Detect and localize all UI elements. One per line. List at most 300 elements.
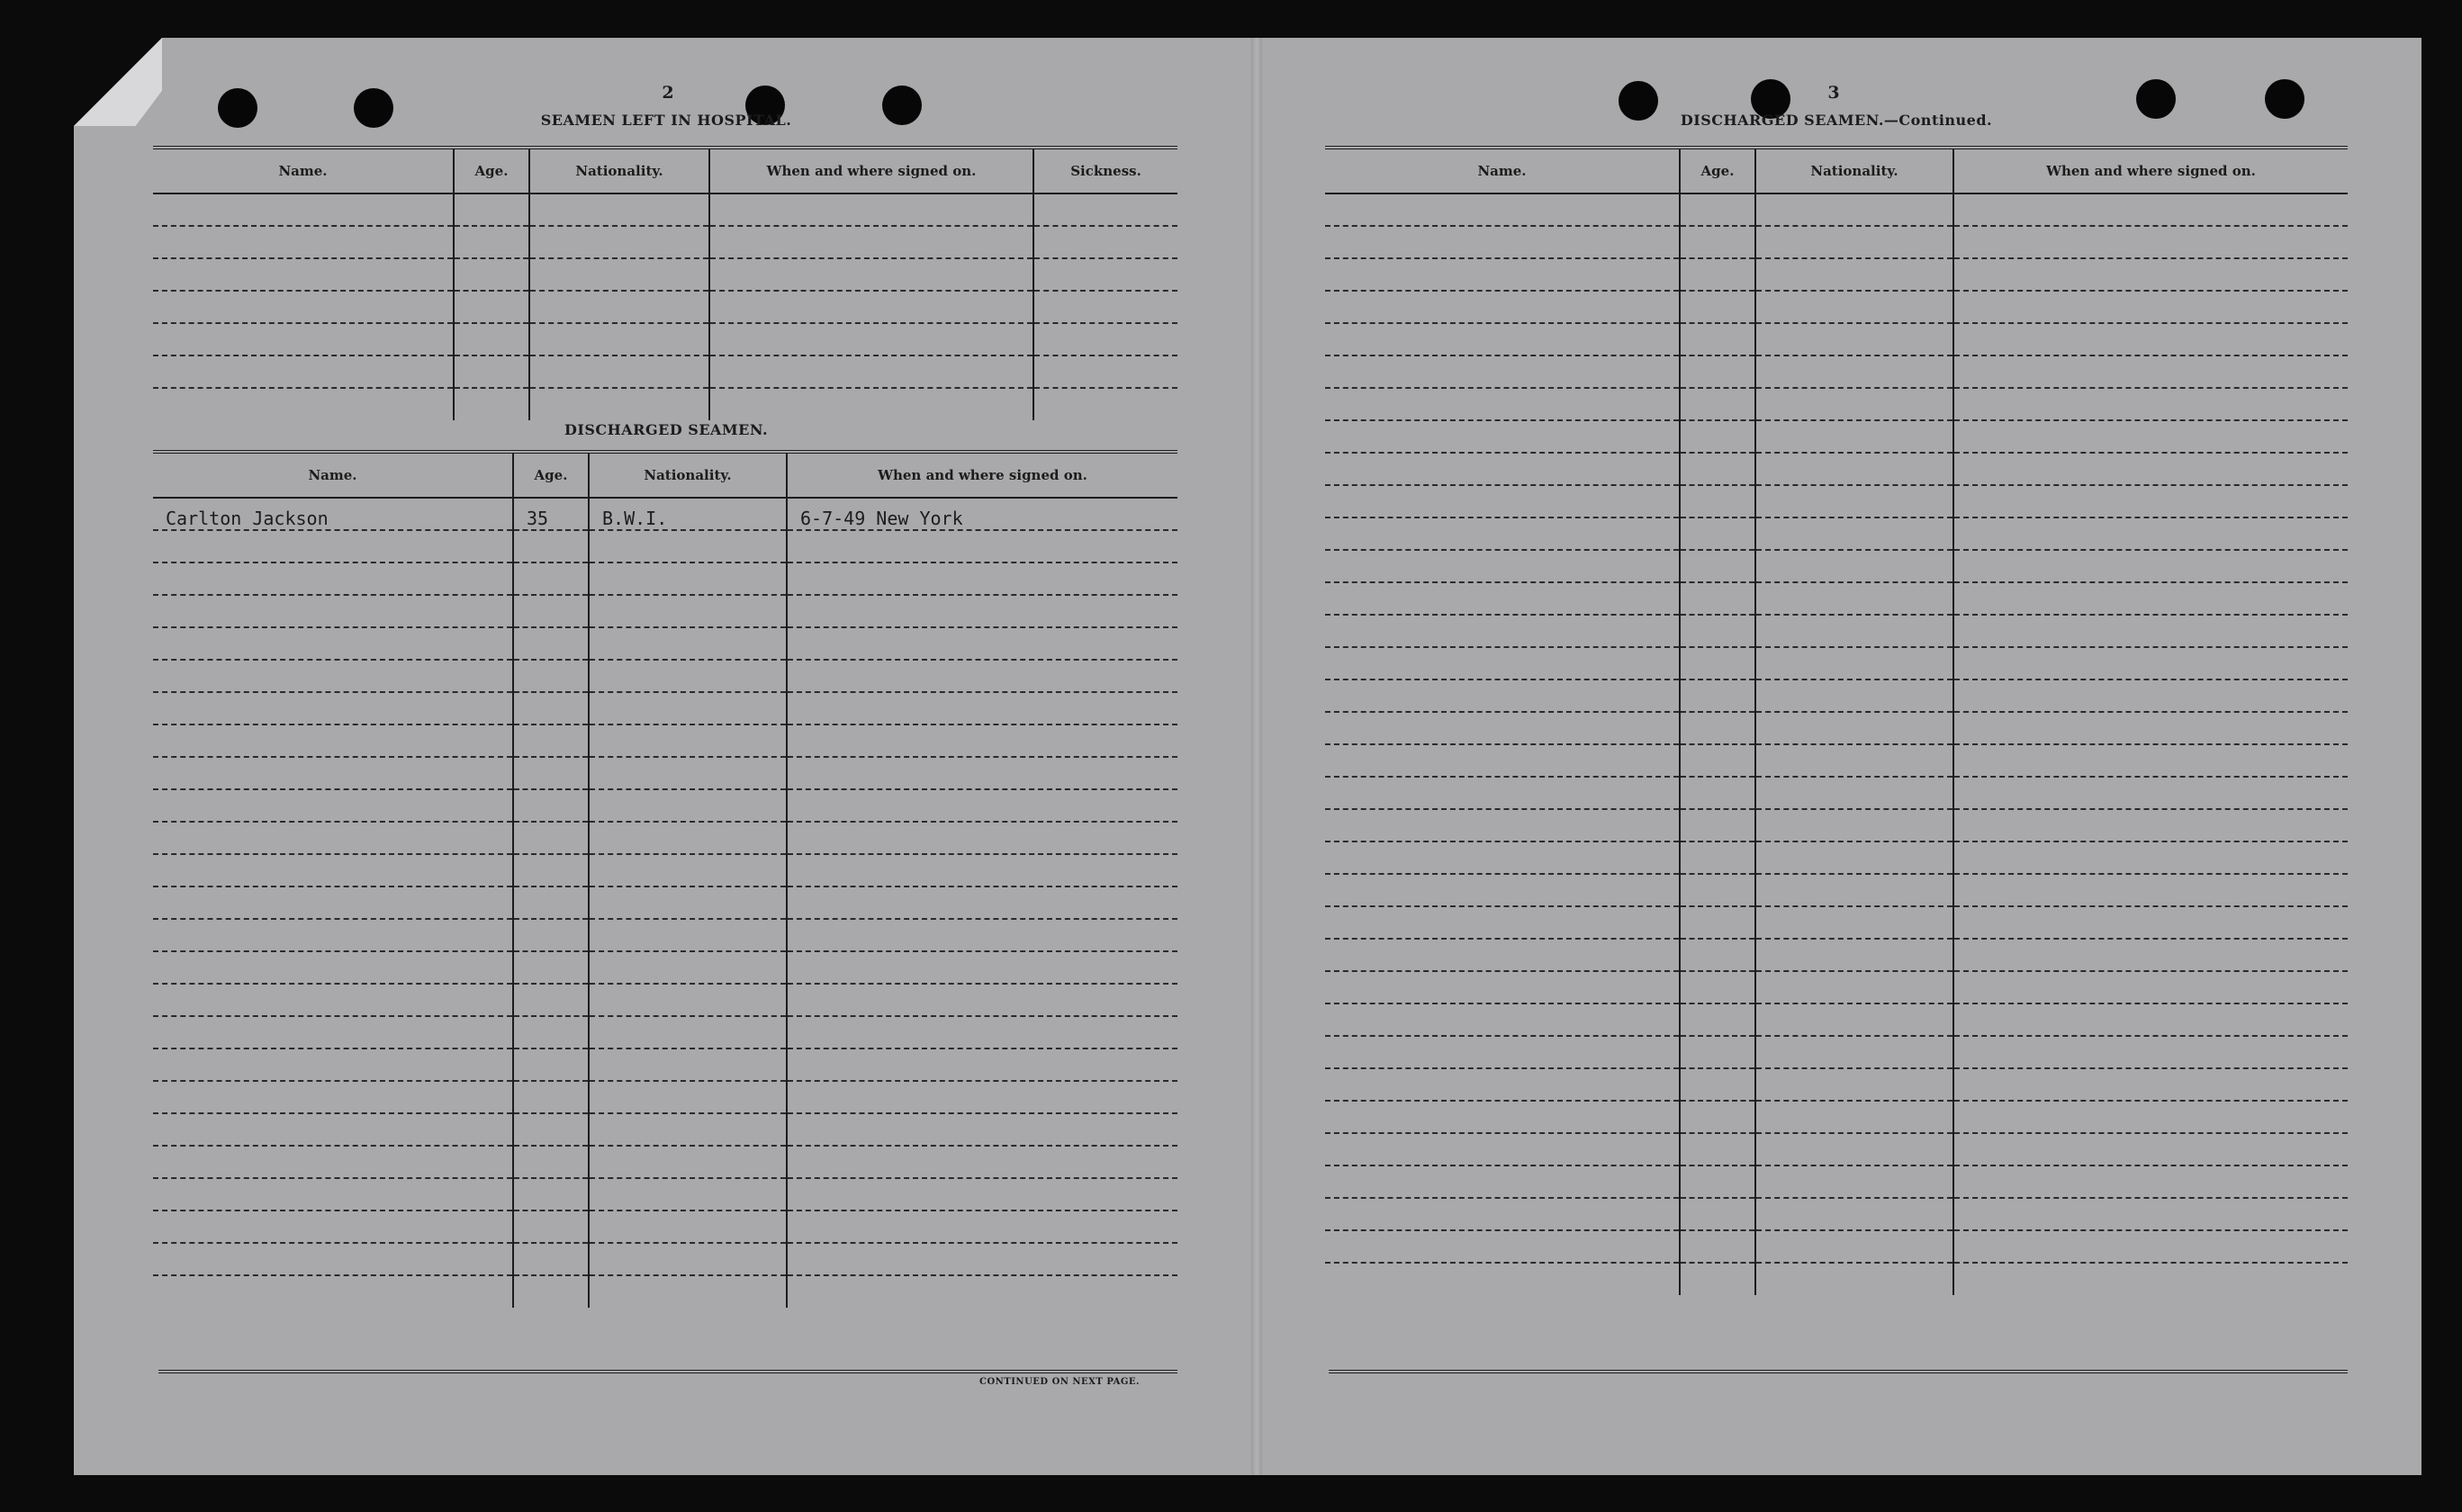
table-cell (787, 1113, 1177, 1146)
table-row (153, 498, 1177, 530)
table-cell (589, 724, 787, 757)
table-cell (1755, 582, 1953, 615)
table-cell (589, 757, 787, 789)
table-cell (1680, 194, 1755, 226)
table-cell (1680, 615, 1755, 647)
table-cell (1953, 712, 2348, 744)
table-cell (787, 1081, 1177, 1113)
table-cell (529, 194, 709, 226)
table-cell (513, 1146, 589, 1178)
table-cell (1680, 906, 1755, 939)
table-cell (589, 1146, 787, 1178)
table-cell (1680, 1036, 1755, 1068)
table-cell (1325, 1263, 1680, 1295)
table-cell (589, 1081, 787, 1113)
table-row (1325, 744, 2348, 777)
table-cell (1033, 388, 1177, 420)
table-cell (153, 1146, 513, 1178)
table-cell (1325, 1166, 1680, 1198)
punch-hole (2136, 79, 2176, 119)
table-cell (787, 951, 1177, 984)
table-cell (1680, 680, 1755, 712)
table-cell (454, 258, 529, 291)
table-row (1325, 582, 2348, 615)
table-cell (1755, 680, 1953, 712)
table-cell (1325, 1036, 1680, 1068)
table-cell (1325, 1133, 1680, 1166)
table-row (153, 562, 1177, 595)
table-cell (1325, 258, 1680, 291)
table-cell (1325, 420, 1680, 453)
table-cell (1680, 550, 1755, 582)
table-cell (1755, 712, 1953, 744)
table-row (1325, 550, 2348, 582)
table-cell (1755, 194, 1953, 226)
table-cell (513, 886, 589, 919)
discharged-continued-title: DISCHARGED SEAMEN.—Continued. (1680, 112, 1993, 129)
table-cell (1680, 518, 1755, 550)
table-cell (153, 627, 513, 660)
table-cell (513, 627, 589, 660)
table-cell (1953, 582, 2348, 615)
table-cell (153, 822, 513, 854)
table-row (1325, 809, 2348, 842)
table-cell (1325, 226, 1680, 258)
table-cell (513, 1048, 589, 1081)
table-cell (1755, 971, 1953, 1004)
table-cell (1755, 874, 1953, 906)
table-cell (1325, 842, 1680, 874)
table-row (153, 984, 1177, 1016)
table-cell (513, 530, 589, 562)
table-row (153, 226, 1177, 258)
table-cell (787, 1048, 1177, 1081)
table-cell (1755, 291, 1953, 323)
table-row (153, 1210, 1177, 1243)
table-row (1325, 485, 2348, 518)
table-cell (1325, 680, 1680, 712)
table-cell (1680, 1166, 1755, 1198)
table-row (1325, 258, 2348, 291)
table-cell (589, 854, 787, 886)
table-cell (513, 822, 589, 854)
table-cell (1325, 550, 1680, 582)
table-cell (153, 854, 513, 886)
table-row (153, 660, 1177, 692)
table-row (1325, 1230, 2348, 1263)
table-row (1325, 518, 2348, 550)
table-cell (1755, 1133, 1953, 1166)
table-cell (529, 388, 709, 420)
center-fold (1251, 38, 1262, 1475)
continued-note: CONTINUED ON NEXT PAGE. (979, 1377, 1141, 1387)
table-cell (513, 562, 589, 595)
table-row (153, 1243, 1177, 1275)
table-cell (1755, 518, 1953, 550)
table-cell (1755, 453, 1953, 485)
table-row (153, 258, 1177, 291)
table-row (153, 291, 1177, 323)
table-cell (513, 1113, 589, 1146)
closing-rule (1329, 1370, 2348, 1373)
table-cell (1680, 939, 1755, 971)
table-cell (454, 388, 529, 420)
table-cell (1755, 420, 1953, 453)
table-cell (589, 562, 787, 595)
table-row (153, 692, 1177, 724)
table-cell (153, 789, 513, 822)
table-cell (1033, 194, 1177, 226)
table-cell (709, 291, 1033, 323)
table-cell (1953, 194, 2348, 226)
table-cell (1755, 1036, 1953, 1068)
table-cell (1680, 1101, 1755, 1133)
table-row (1325, 226, 2348, 258)
table-cell (153, 226, 454, 258)
table-row (1325, 1036, 2348, 1068)
table-cell (1953, 258, 2348, 291)
table-cell (589, 1178, 787, 1210)
table-cell (1953, 1004, 2348, 1036)
discharged-section-title: DISCHARGED SEAMEN. (564, 421, 769, 438)
table-cell (513, 757, 589, 789)
table-cell (787, 1146, 1177, 1178)
table-row (153, 194, 1177, 226)
table-cell (1680, 453, 1755, 485)
table-row (1325, 777, 2348, 809)
table-cell (1325, 194, 1680, 226)
table-cell (153, 1113, 513, 1146)
table-cell (513, 984, 589, 1016)
table-cell (1953, 356, 2348, 388)
table-cell: 6-7-49 New York (787, 498, 1177, 530)
table-cell (1325, 712, 1680, 744)
table-cell (513, 854, 589, 886)
table-cell (787, 822, 1177, 854)
table-row (153, 1146, 1177, 1178)
table-cell (1680, 1133, 1755, 1166)
table-cell (1755, 550, 1953, 582)
table-cell (709, 388, 1033, 420)
column-header: When and where signed on. (787, 452, 1177, 498)
table-cell (709, 226, 1033, 258)
table-cell (1680, 842, 1755, 874)
table-cell (454, 194, 529, 226)
table-cell (787, 1275, 1177, 1308)
table-cell (589, 530, 787, 562)
table-cell (513, 919, 589, 951)
table-cell (1680, 388, 1755, 420)
column-header: When and where signed on. (709, 148, 1033, 194)
table-row (1325, 1133, 2348, 1166)
table-cell (1325, 1198, 1680, 1230)
table-row (153, 1113, 1177, 1146)
table-cell (529, 323, 709, 356)
table-row (153, 854, 1177, 886)
table-cell (1325, 744, 1680, 777)
table-cell (529, 356, 709, 388)
table-cell (1033, 258, 1177, 291)
table-cell (153, 1178, 513, 1210)
table-row (153, 323, 1177, 356)
table-cell (513, 1178, 589, 1210)
table-cell (787, 919, 1177, 951)
table-cell (1033, 323, 1177, 356)
table-row (153, 1081, 1177, 1113)
table-cell (1953, 1133, 2348, 1166)
table-cell (787, 562, 1177, 595)
table-cell (787, 789, 1177, 822)
table-cell (1680, 1004, 1755, 1036)
table-cell (1953, 1230, 2348, 1263)
table-cell (787, 1210, 1177, 1243)
column-header: Nationality. (589, 452, 787, 498)
table-cell (1755, 777, 1953, 809)
table-cell (1680, 712, 1755, 744)
table-cell (589, 984, 787, 1016)
table-cell (153, 323, 454, 356)
table-cell (1953, 1068, 2348, 1101)
table-row (153, 822, 1177, 854)
table-cell (1953, 680, 2348, 712)
table-row (1325, 842, 2348, 874)
table-cell (513, 1243, 589, 1275)
table-row (153, 919, 1177, 951)
hospital-section-title: SEAMEN LEFT IN HOSPITAL. (540, 112, 792, 129)
table-cell (1680, 485, 1755, 518)
table-cell: Carlton Jackson (153, 498, 513, 530)
table-cell (1953, 906, 2348, 939)
table-cell (1755, 258, 1953, 291)
table-cell (1953, 420, 2348, 453)
table-cell (1325, 388, 1680, 420)
table-cell: 35 (513, 498, 589, 530)
table-cell (1755, 1166, 1953, 1198)
table-cell (153, 757, 513, 789)
table-cell (1953, 744, 2348, 777)
table-cell (1755, 1263, 1953, 1295)
table-row (153, 1016, 1177, 1048)
table-cell (589, 1048, 787, 1081)
table-cell (153, 660, 513, 692)
table-cell (787, 1016, 1177, 1048)
table-cell (589, 627, 787, 660)
table-cell (153, 724, 513, 757)
punch-hole (2265, 79, 2304, 119)
table-cell (1953, 518, 2348, 550)
table-row (153, 1275, 1177, 1308)
table-cell (589, 1113, 787, 1146)
table-cell (1680, 226, 1755, 258)
table-cell (454, 356, 529, 388)
table-cell (589, 951, 787, 984)
table-cell (513, 1275, 589, 1308)
table-cell (153, 291, 454, 323)
table-cell (153, 951, 513, 984)
table-row (1325, 971, 2348, 1004)
table-cell (1953, 809, 2348, 842)
table-cell (1325, 518, 1680, 550)
table-cell (1953, 874, 2348, 906)
table-row (1325, 323, 2348, 356)
table-row (1325, 291, 2348, 323)
table-cell (1953, 388, 2348, 420)
table-row (153, 530, 1177, 562)
table-cell (1033, 226, 1177, 258)
table-cell (1680, 1068, 1755, 1101)
table-row (153, 627, 1177, 660)
discharged-table (153, 450, 1177, 1308)
table-cell (153, 356, 454, 388)
table-row (153, 724, 1177, 757)
table-cell (589, 886, 787, 919)
table-cell (1325, 582, 1680, 615)
table-row (153, 886, 1177, 919)
table-cell (153, 1275, 513, 1308)
column-header: Age. (1680, 148, 1755, 194)
table-cell (1755, 356, 1953, 388)
table-cell (589, 1275, 787, 1308)
table-cell (1325, 291, 1680, 323)
table-cell (513, 1081, 589, 1113)
table-cell (1755, 615, 1953, 647)
table-cell (454, 323, 529, 356)
table-cell (153, 1210, 513, 1243)
table-cell (589, 1243, 787, 1275)
table-cell (1755, 906, 1953, 939)
table-cell (529, 258, 709, 291)
table-cell (153, 692, 513, 724)
table-cell (1680, 777, 1755, 809)
table-row (1325, 453, 2348, 485)
table-cell (1680, 258, 1755, 291)
table-cell (1325, 1068, 1680, 1101)
table-cell (1680, 874, 1755, 906)
table-row (153, 789, 1177, 822)
table-cell (1755, 388, 1953, 420)
table-row (153, 1048, 1177, 1081)
table-cell (1680, 356, 1755, 388)
table-cell (1325, 1101, 1680, 1133)
table-cell (1033, 356, 1177, 388)
table-cell (1755, 939, 1953, 971)
table-cell (1680, 1230, 1755, 1263)
table-cell (1953, 453, 2348, 485)
hospital-table (153, 146, 1177, 420)
table-row (1325, 906, 2348, 939)
table-cell (153, 919, 513, 951)
table-cell (787, 627, 1177, 660)
table-cell (1755, 485, 1953, 518)
column-header: Age. (513, 452, 589, 498)
table-row (1325, 1166, 2348, 1198)
table-cell (1755, 647, 1953, 680)
table-cell (1953, 1166, 2348, 1198)
table-cell (1953, 615, 2348, 647)
table-row (153, 356, 1177, 388)
table-cell (1680, 291, 1755, 323)
table-cell (1953, 647, 2348, 680)
table-cell (787, 984, 1177, 1016)
table-cell (1680, 323, 1755, 356)
table-cell (589, 822, 787, 854)
column-header: Age. (454, 148, 529, 194)
table-row (1325, 194, 2348, 226)
table-cell (513, 724, 589, 757)
table-cell (1953, 1198, 2348, 1230)
table-cell (787, 660, 1177, 692)
table-cell (1953, 1101, 2348, 1133)
table-row (153, 388, 1177, 420)
table-cell (1953, 939, 2348, 971)
table-cell (1325, 453, 1680, 485)
table-cell (1033, 291, 1177, 323)
closing-rule (158, 1370, 1177, 1373)
table-cell (1680, 647, 1755, 680)
column-header: Name. (1325, 148, 1680, 194)
table-cell (589, 1016, 787, 1048)
punch-hole (882, 86, 922, 125)
discharged-continued-table (1325, 146, 2348, 1295)
table-cell (709, 323, 1033, 356)
table-cell (1953, 777, 2348, 809)
table-row (1325, 615, 2348, 647)
table-cell (1680, 809, 1755, 842)
table-cell (513, 692, 589, 724)
table-cell (153, 886, 513, 919)
column-header: Nationality. (529, 148, 709, 194)
table-cell (1953, 226, 2348, 258)
table-cell (787, 724, 1177, 757)
table-row (1325, 388, 2348, 420)
table-cell (1953, 1263, 2348, 1295)
table-cell (1325, 1230, 1680, 1263)
table-cell (1325, 874, 1680, 906)
table-row (1325, 680, 2348, 712)
table-cell (589, 692, 787, 724)
table-cell (787, 692, 1177, 724)
table-cell (153, 1016, 513, 1048)
table-cell (1755, 744, 1953, 777)
column-header: Nationality. (1755, 148, 1953, 194)
table-cell (1680, 744, 1755, 777)
table-cell (1325, 615, 1680, 647)
column-header: When and where signed on. (1953, 148, 2348, 194)
table-cell (787, 886, 1177, 919)
table-cell (787, 1178, 1177, 1210)
table-cell (529, 226, 709, 258)
table-cell (153, 1048, 513, 1081)
table-cell (153, 984, 513, 1016)
table-cell (513, 595, 589, 627)
table-cell (1325, 939, 1680, 971)
table-row (1325, 1004, 2348, 1036)
table-row (1325, 420, 2348, 453)
column-header: Sickness. (1033, 148, 1177, 194)
table-cell (153, 194, 454, 226)
table-cell (589, 919, 787, 951)
table-cell (589, 660, 787, 692)
table-cell (1755, 1004, 1953, 1036)
table-cell (1680, 420, 1755, 453)
table-cell (153, 388, 454, 420)
punch-hole (218, 88, 257, 128)
table-cell (1325, 485, 1680, 518)
table-cell (709, 356, 1033, 388)
table-row (153, 595, 1177, 627)
table-row (1325, 647, 2348, 680)
table-cell (153, 530, 513, 562)
